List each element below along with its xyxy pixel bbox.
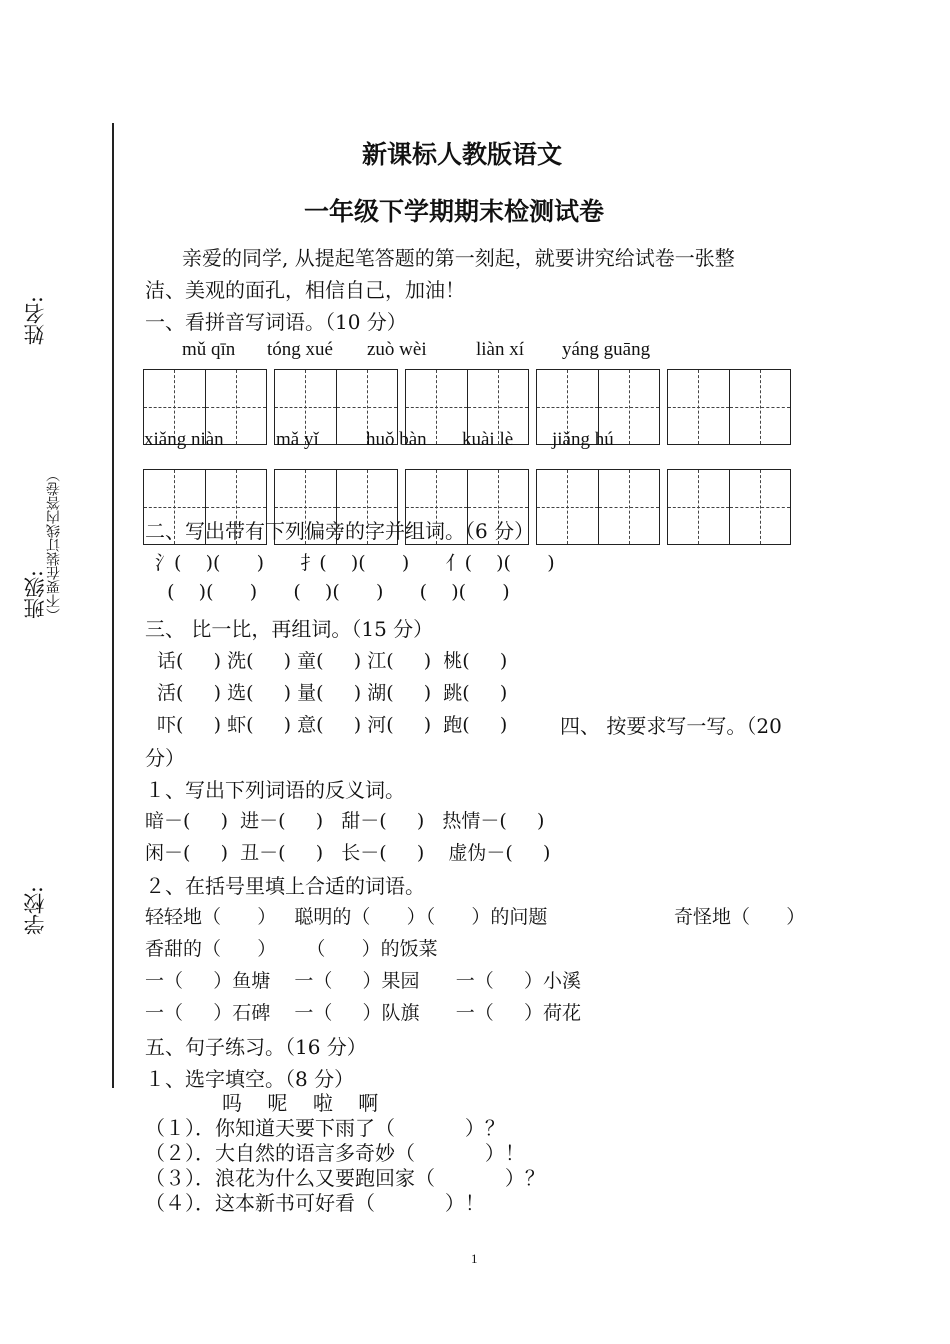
sentence-item: （１）．你知道天要下雨了（ ）？ [145,1116,505,1140]
sentence-item: （４）．这本新书可好看（ ）！ [145,1191,485,1215]
antonym-line-2: 闲－( ) 丑－( ) 长－( ) 虚伪－( ) [145,842,551,864]
pinyin: huǒ bàn [366,429,427,450]
fill-line-1: 轻轻地（ ） 聪明的（ ）（ ）的问题 [145,906,548,928]
page-title: 新课标人教版语文 [362,140,563,169]
binding-line [112,123,114,1088]
fill-line-1b: 奇怪地（ ） [674,906,806,928]
section-1-heading: 一、看拼音写词语。（10 分） [145,310,407,334]
sentence-item: （２）．大自然的语言多奇妙（ ）！ [145,1141,525,1165]
q-choose-char: １、选字填空。（8 分） [145,1067,355,1091]
page-subtitle: 一年级下学期期末检测试卷 [304,197,605,226]
pinyin: mǔ qīn [182,339,236,360]
page-number: 1 [471,1251,478,1266]
fill-line-2: 香甜的（ ） （ ）的饭菜 [145,938,438,960]
pinyin: xiǎng niàn [144,429,224,450]
section-2-heading: 二、写出带有下列偏旁的字并组词。（6 分） [145,519,535,543]
writing-grid[interactable] [536,469,660,545]
school-label: 学校: [23,886,47,936]
writing-grid[interactable] [667,469,791,545]
compare-line-2: 活( ) 选( ) 量( ) 湖( ) 跳( ) [157,682,508,704]
radical-line-1: 氵( )( ) 扌( )( ) 亻( )( ) [155,552,555,574]
section-5-heading: 五、句子练习。（16 分） [145,1035,367,1059]
radical-line-2: ( )( ) ( )( ) ( )( ) [155,581,510,603]
intro-line-1: 亲爱的同学, 从提起笔答题的第一刻起，就要讲究给试卷一张整 [182,246,735,270]
compare-line-3: 吓( ) 虾( ) 意( ) 河( ) 跑( ) [157,714,508,736]
q-antonyms: １、写出下列词语的反义词。 [145,778,405,802]
section-4-heading: 四、 按要求写一写。（20 [560,714,782,738]
section-4-heading-cont: 分） [145,746,185,770]
section-3-heading: 三、 比一比，再组词。（15 分） [145,617,434,641]
compare-line-1: 话( ) 洗( ) 童( ) 江( ) 桃( ) [157,650,508,672]
class-label: 班级: [23,570,47,620]
pinyin: tóng xué [267,339,333,360]
pinyin: liàn xí [476,339,525,360]
pinyin: mǎ yǐ [276,429,319,450]
pinyin: yáng guāng [562,339,651,360]
binding-note: （不要在装订线内答卷） [46,468,62,622]
intro-line-2: 洁、美观的面孔，相信自己，加油！ [145,278,465,302]
pinyin: zuò wèi [367,339,427,360]
choice-chars: 吗 呢 啦 啊 [222,1091,379,1115]
sentence-item: （３）．浪花为什么又要跑回家（ ）？ [145,1166,545,1190]
measure-line-2: 一（ ）石碑 一（ ）队旗 一（ ）荷花 [145,1002,581,1024]
writing-grid[interactable] [667,369,791,445]
measure-line-1: 一（ ）鱼塘 一（ ）果园 一（ ）小溪 [145,970,581,992]
pinyin: kuài lè [462,429,514,450]
pinyin: jiǎng hú [552,429,614,450]
q-fill-words: ２、在括号里填上合适的词语。 [145,874,425,898]
name-label: 姓名: [23,296,47,346]
antonym-line-1: 暗－( ) 进－( ) 甜－( ) 热情－( ) [145,810,545,832]
